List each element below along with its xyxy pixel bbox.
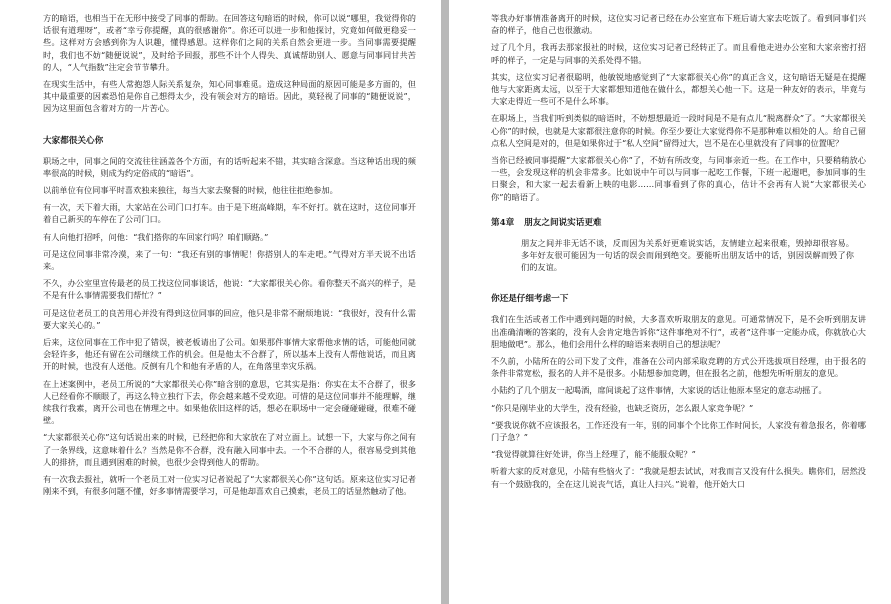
left-page: [0, 0, 441, 604]
paragraph: 小陆约了几个朋友一起喝酒，席间谈起了这件事情，大家说的话让他原本坚定的意志动摇了。: [491, 385, 827, 396]
paragraph: “要我说你就不应该报名，工作还没有一年，别的同事个个比你工作时间长，人家没有着急报名，你着哪门子急？”: [491, 419, 866, 443]
paragraph: 方的暗语，也相当于在无形中接受了同事的帮助。在回答这句暗语的时候，你可以说“哪里，我觉得你的话很有道理呀”，或者“幸亏你提醒，真的很感谢你”。你还可以进一步和他探讨，究竟如何做更稳妥一些。这样对方会感到你为人识趣，懂得感恩。这样你们之间的关系自然会更进一步。当同事需要提醒时，我们也不妨“随便说说”，及时给予回报，那些不计个人得失、真诚帮助别人、愿意与同事同甘共苦的人，“人气指数”注定会节节攀升。: [43, 13, 416, 72]
paragraph: 可是这位老员工的良苦用心并没有得到这位同事的回应，他只是非常不耐烦地说：“我很好，没有什么需要大家关心的。”: [43, 307, 416, 330]
paragraph: 在上述案例中，老员工所说的“大家都很关心你”暗含别的意思，它其实是指：你实在太不合群了，很多人已经看你不顺眼了，再这么特立独行下去，你会越来越不受欢迎。可惜的是这位同事并不能理解，继续我行我素，离开公司也在情理之中。如果他依旧这样的话，想必在职场中一定会碰碰碰碰，很难不碰壁。: [43, 378, 416, 426]
paragraph: 后来，这位同事在工作中犯了错误，被老板请出了公司。如果那件事情大家帮他求情的话，可能他同就会轻许多，他还有留在公司继续工作的机会。但是他太不合群了，所以基本上没有人帮他说话，而且离开的时候，也没有人送他。反倒有几个和他有矛盾的人，在角落里幸灾乐祸。: [43, 337, 416, 372]
paragraph: 听着大家的反对意见，小陆有些恼火了：“我就是想去试试，对我而言又没有什么损失。瞧你们，居然没有一个鼓励我的，全在这儿说丧气话，真让人扫兴。”说着，他开始大口: [491, 466, 866, 489]
paragraph: 有一次我去报社，就听一个老员工对一位实习记者说起了“大家都很关心你”这句话。原来这位实习记者刚来不到，有很多问题不懂，好多事情需要学习，可是他却喜欢自己摸索，老员工的话显然触动了他。: [43, 474, 416, 497]
chapter-number: 第4章: [491, 217, 515, 228]
paragraph: 有人向他打招呼，问他：“我们搭你的车回家行吗？咱们顺路。”: [43, 231, 269, 242]
paragraph: 不久，办公室里宣传最老的员工找这位同事谈话，他说：“大家都很关心你。看你整天不高兴的样子，是不是有什么事情需要我们帮忙？”: [43, 278, 416, 301]
paragraph: 可是这位同事非常冷漠，来了一句：“我还有别的事情呢！你搭别人的车走吧。”气得对方半天说不出话来。: [43, 248, 416, 272]
paragraph: 过了几个月，我再去那家报社的时候，这位实习记者已经转正了。而且看他走进办公室和大家亲密打招呼的样子，一定是与同事的关系处得不错。: [491, 42, 866, 65]
paragraph: 我们在生活或者工作中遇到问题的时候，大多喜欢听取朋友的意见。可通常情况下，是不会听到朋友讲出准确清晰的答案的，没有人会肯定地告诉你“这件事绝对不行”，或者“这件事一定能办成，你就放心大胆地做吧”。那么，他们会用什么样的暗语来表明自己的想法呢？: [491, 314, 866, 349]
chapter-heading: [491, 217, 866, 229]
paragraph: 在职场上，当我们听到类似的暗语时，不妨想想最近一段时间是不是有点儿“脱离群众”了。“大家都很关心你”的时候，也就是大家都很注意你的时候。你至少要让大家觉得你不是那种难以相处的人。给自己留点私人空间是对的，但是如果你过于“私人空间”留得过大，岂不是在心里就没有了同事的位置呢？: [491, 113, 866, 148]
paragraph: 其实，这位实习记者很聪明，他敏锐地感觉到了“大家都很关心你”的真正含义，这句暗语无疑是在提醒他与大家距离太远，以至于大家都想知道他在做什么，都想关心他一下。这是一种友好的表示，毕竟与大家走得近一些可不是什么坏事。: [491, 71, 866, 107]
paragraph: 当你已经被同事提醒“大家都很关心你”了，不妨有所改变，与同事亲近一些。在工作中，只要稍稍放心一些，会发现这样的机会非常多。比如说中午可以与同事一起吃工作餐，下班一起遛吧，参加同事的生日聚会，和大家一起去看新上映的电影……同事看到了你的真心，估计不会再有人说“大家都很关心你”的暗语了。: [491, 155, 866, 202]
paragraph: “你只是刚毕业的大学生，没有经验，也缺乏资历，怎么跟人家竞争呢？”: [491, 402, 754, 413]
paragraph: “大家都很关心你”这句话说出来的时候，已经把你和大家放在了对立面上。试想一下，大家与你之间有了一条界线，这意味着什么？当然是你不合群，没有融入同事中去。一个不合群的人，很容易受到其他人的排挤，而且遇到困难的时候，也很少会得到他人的帮助。: [43, 432, 416, 467]
paragraph: 职场之中，同事之间的交流往往涵盖各个方面，有的话听起来不错，其实暗含深意。当这种话出现的频率很高的时候，则成为约定俗成的“暗语”。: [43, 155, 416, 178]
paragraph: 在现实生活中，有些人常抱怨人际关系复杂，知心同事难觅。造成这种局面的原因可能是多方面的，但其中最重要的因素恐怕是你自己想得太少，没有领会对方的暗语。因此，莫轻视了同事的“随便说说”，因为这里面包含着对方的一片苦心。: [43, 79, 416, 114]
chapter-title: 朋友之间说实话更难: [524, 217, 602, 228]
paragraph: 不久前，小陆所在的公司下发了文件，准备在公司内部采取竞聘的方式公开选拔项目经理，由于报名的条件非常宽松，报名的人并不是很多。小陆想参加竞聘，但在报名之前，他想先听听朋友的意见。: [491, 356, 866, 379]
right-page: [449, 0, 891, 604]
paragraph: “我觉得就算往好处讲，你当上经理了，能不能服众呢？”: [491, 449, 696, 460]
section-heading: 你还是仔细考虑一下: [491, 294, 569, 305]
paragraph: 有一次，天下着大雨，大家站在公司门口打车。由于是下班高峰期，车不好打。就在这时，这位同事开着自己新买的车停在了公司门口。: [43, 202, 416, 225]
paragraph: 等我办好事情准备离开的时候，这位实习记者已经在办公室宣布下班后请大家去吃饭了。看到同事们兴奋的样子，他自己也很激动。: [491, 13, 866, 36]
section-heading: 大家都很关心你: [43, 135, 104, 146]
paragraph: 以前单位有位同事平时喜欢独来独往，每当大家去聚餐的时候，他往往拒绝参加。: [43, 185, 338, 196]
chapter-intro-quote: 朋友之间并非无话不谈，反而因为关系好更难说实话，友情建立起来很难，毁掉却很容易。多年好友很可能因为一句话的误会而闹到绝交。要能听出朋友话中的话，别因误解而毁了你们的友谊。: [521, 237, 854, 273]
